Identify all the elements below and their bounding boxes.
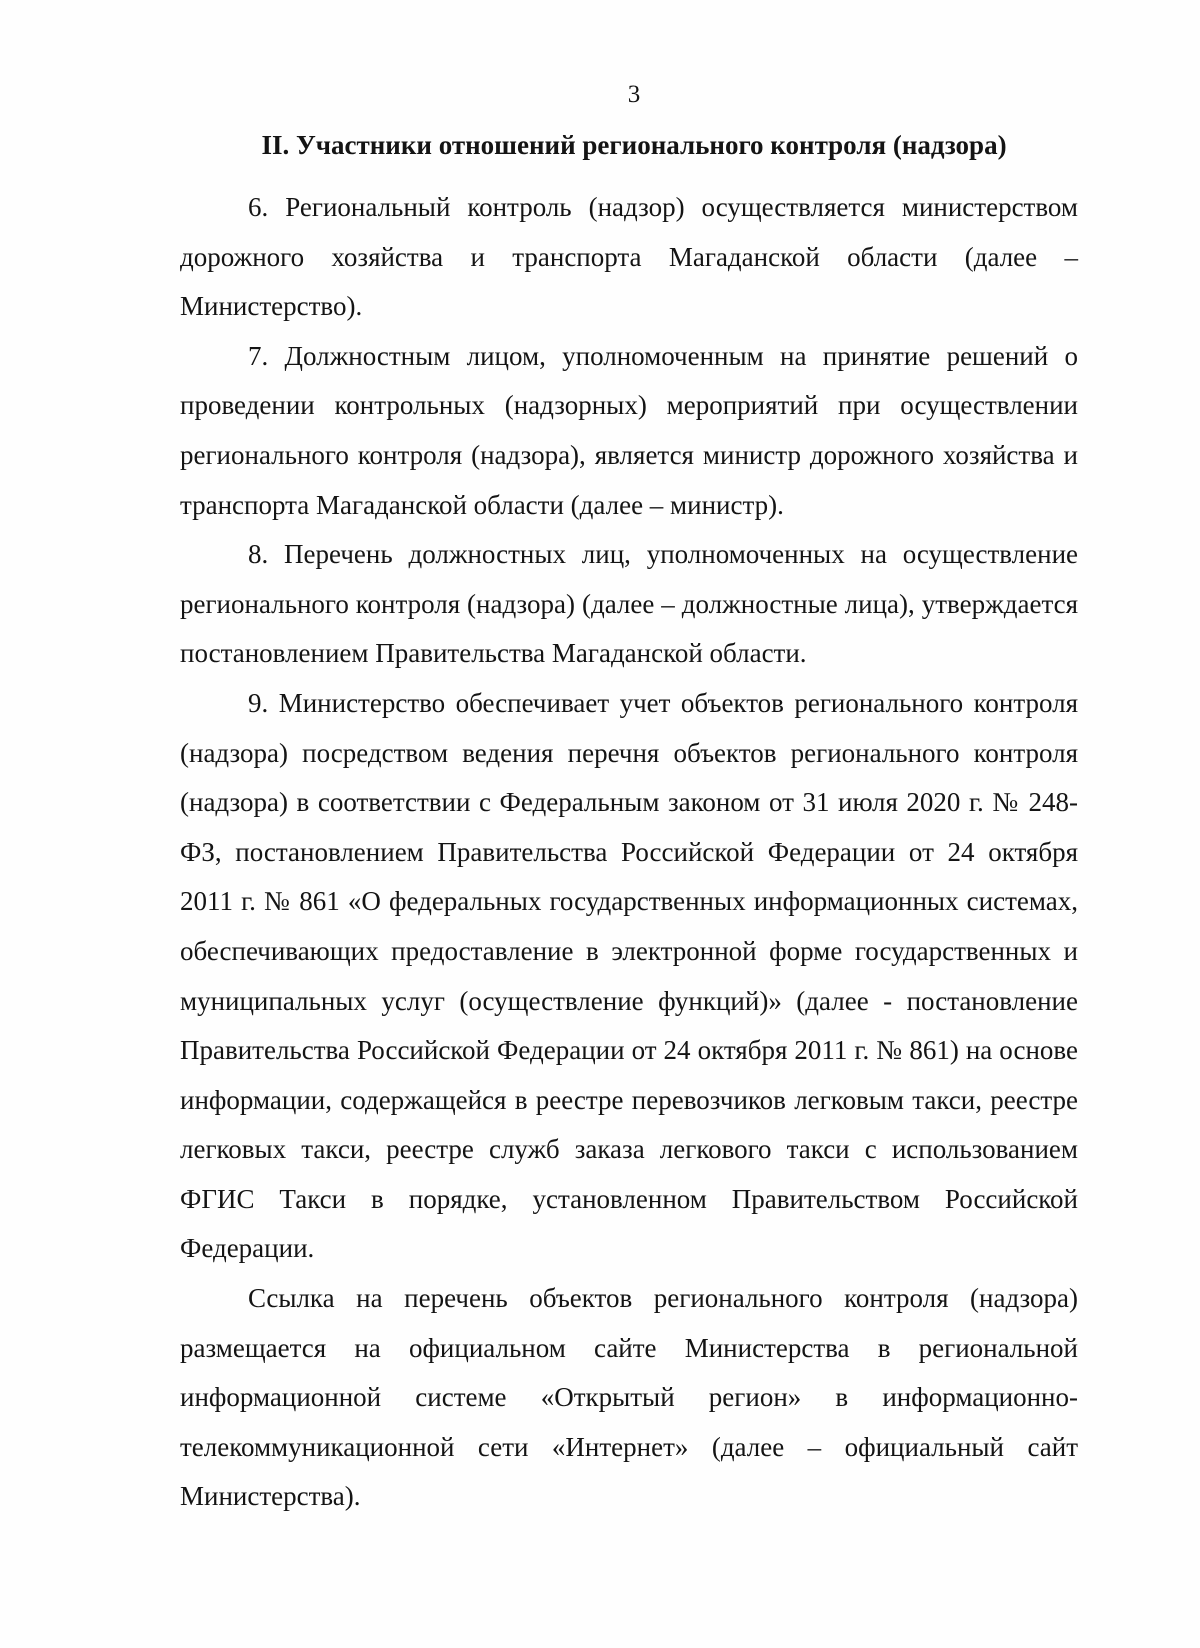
body-text bbox=[180, 183, 1078, 1522]
paragraph-9: 9. Министерство обеспечивает учет объектов регионального контроля (надзора) посредством ведения перечня объектов регионального контроля (надзора) в соответствии с Федеральным законом от 31 июля 2020 г. № 248-ФЗ, постановлением Правительства Российской Федерации от 24 октября 2011 г. № 861 «О федеральных государственных информационных системах, обеспечивающих предоставление в электронной форме государственных и муниципальных услуг (осуществление функций)» (далее - постановление Правительства Российской Федерации от 24 октября 2011 г. № 861) на основе информации, содержащейся в реестре перевозчиков легковым такси, реестре легковых такси, реестре служб заказа легкового такси с использованием ФГИС Такси в порядке, установленном Правительством Российской Федерации. bbox=[180, 687, 1078, 1264]
paragraph-8: 8. Перечень должностных лиц, уполномоченных на осуществление регионального контроля (надзора) (далее – должностные лица), утверждается постановлением Правительства Магаданской области. bbox=[180, 539, 1078, 669]
paragraph-7: 7. Должностным лицом, уполномоченным на принятие решений о проведении контрольных (надзорных) мероприятий при осуществлении регионального контроля (надзора), является министр дорожного хозяйства и транспорта Магаданской области (далее – министр). bbox=[180, 340, 1078, 520]
page-number: 3 bbox=[627, 81, 641, 108]
paragraph-link-reference: Ссылка на перечень объектов регионального контроля (надзора) размещается на официальном сайте Министерства в региональной информационной системе «Открытый регион» в информационно-телекоммуникационной сети «Интернет» (далее – официальный сайт Министерства). bbox=[180, 1283, 1078, 1512]
paragraph-6: 6. Региональный контроль (надзор) осуществляется министерством дорожного хозяйства и транспорта Магаданской области (далее – Министерство). bbox=[180, 192, 1078, 322]
section-title: II. Участники отношений регионального контроля (надзора) bbox=[261, 130, 1007, 160]
